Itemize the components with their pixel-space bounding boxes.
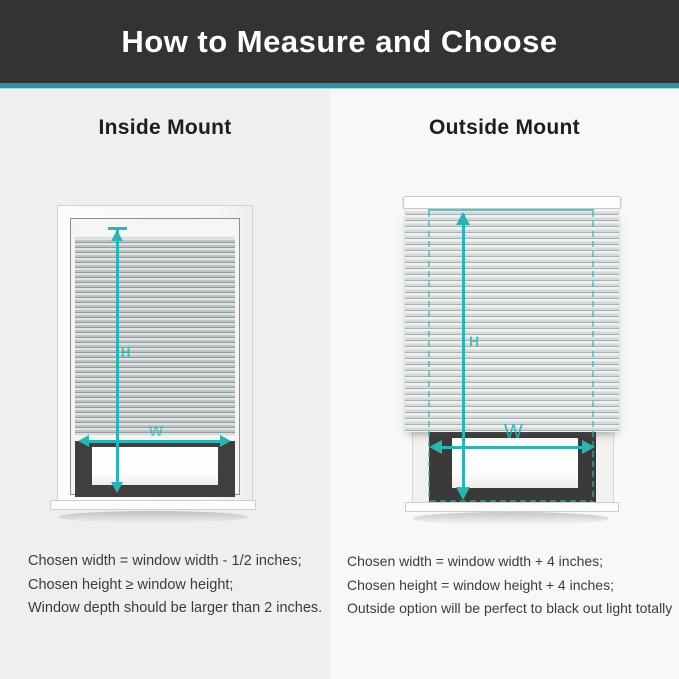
arrow-left-icon: [78, 435, 89, 447]
inside-height-label: H: [121, 345, 131, 360]
inside-window-sill: [50, 500, 256, 510]
inside-window-glass: [92, 447, 218, 485]
inside-shade-headrail: [75, 227, 235, 238]
arrow-up-icon: [456, 212, 470, 225]
outside-mount-heading: Outside Mount: [429, 116, 580, 139]
arrow-down-icon: [456, 487, 470, 500]
arrow-down-icon: [111, 482, 123, 493]
inside-note-width: Chosen width = window width - 1/2 inches;: [28, 553, 302, 569]
arrow-left-icon: [429, 440, 442, 454]
arrow-right-icon: [220, 435, 231, 447]
outside-window-guide-left: [428, 211, 430, 502]
outside-window-guide-top: [428, 209, 594, 211]
outside-note-blackout: Outside option will be perfect to black out light totally: [347, 600, 673, 616]
inside-mount-notes: [28, 550, 328, 621]
outside-note-height: Chosen height = window height + 4 inches;: [347, 576, 614, 593]
outside-window-guide-right: [592, 211, 594, 502]
inside-width-arrow-line: [88, 440, 220, 443]
inside-mount-heading: Inside Mount: [98, 116, 232, 139]
outside-height-label: H: [469, 333, 480, 349]
outside-cellular-shade: [405, 209, 619, 432]
outside-window-guide-bottom: [430, 500, 592, 502]
header-banner: [0, 0, 679, 83]
outside-shade-headrail: [403, 196, 621, 209]
outside-window-sill: [405, 502, 619, 512]
outside-width-label: W: [504, 421, 524, 443]
outside-window-frame-right: [594, 430, 614, 503]
inside-height-arrow-line: [116, 230, 119, 482]
outside-note-width: Chosen width = window width + 4 inches;: [347, 553, 604, 569]
inside-note-depth: Window depth should be larger than 2 inches.: [28, 600, 323, 616]
inside-note-height: Chosen height ≥ window height;: [28, 576, 234, 593]
inside-width-label: W: [149, 423, 164, 440]
inside-sill-shadow: [58, 511, 248, 523]
arrow-right-icon: [582, 440, 595, 454]
arrow-up-icon: [111, 230, 123, 241]
outside-width-arrow-line: [442, 446, 582, 449]
outside-sill-shadow: [413, 512, 609, 525]
page-title: How to Measure and Choose: [121, 23, 558, 59]
inside-cellular-shade: [75, 238, 235, 434]
outside-mount-notes: [347, 550, 677, 621]
